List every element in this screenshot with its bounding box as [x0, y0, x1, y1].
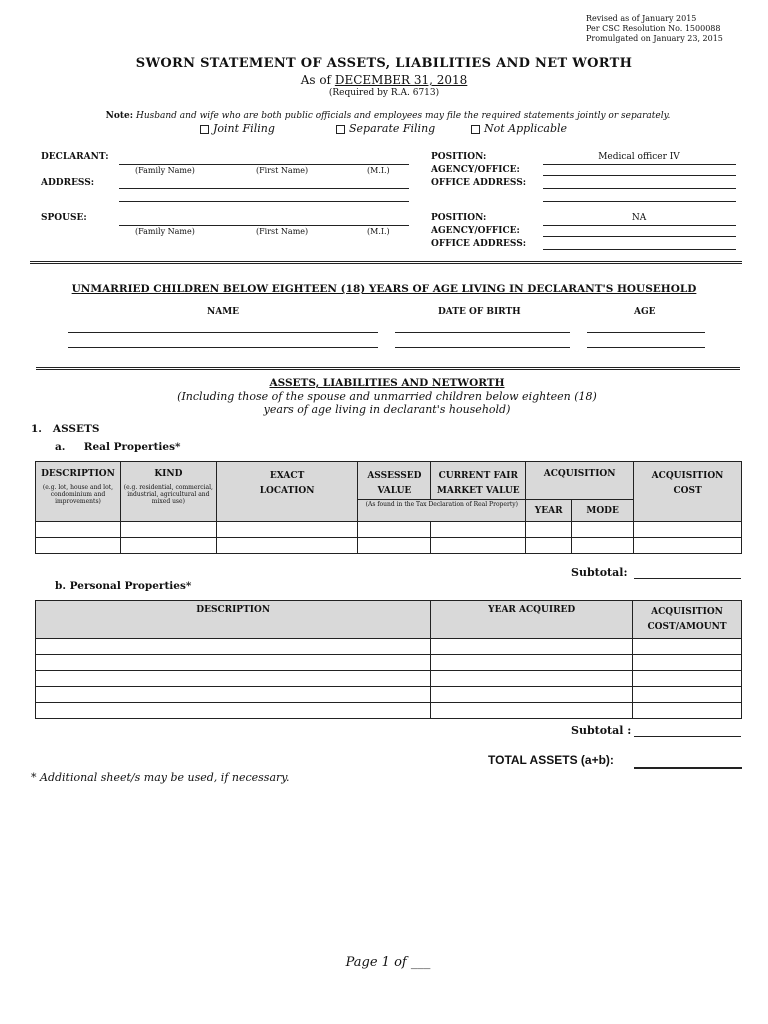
address-label: ADDRESS: [41, 178, 95, 188]
spouse-agency-line[interactable] [543, 236, 736, 237]
real-col-description: DESCRIPTION (e.g. lot, house and lot, condominium and improvements) [36, 462, 121, 522]
spouse-office-address-label: OFFICE ADDRESS: [431, 239, 527, 249]
filing-joint[interactable]: Joint Filing [200, 122, 275, 135]
spouse-family-name-caption: (Family Name) [135, 227, 195, 236]
real-properties-label: a. Real Properties* [55, 441, 181, 453]
personal-col-year: YEAR ACQUIRED [431, 601, 633, 639]
children-heading: UNMARRIED CHILDREN BELOW EIGHTEEN (18) YEARS OF AGE LIVING IN DECLARANT'S HOUSEHOLD [71, 283, 697, 295]
note-text: Husband and wife who are both public officials and employees may file the required statements jointly or separately. [135, 111, 671, 121]
declarant-agency-label: AGENCY/OFFICE: [431, 165, 520, 175]
spouse-name-line[interactable] [119, 225, 409, 226]
real-col-assessed: ASSESSED VALUE [358, 462, 431, 500]
table-row[interactable] [36, 703, 742, 719]
declarant-mi-caption: (M.I.) [367, 166, 390, 175]
real-tax-note: (As found in the Tax Declaration of Real Property) [358, 500, 526, 522]
declarant-first-name-caption: (First Name) [256, 166, 309, 175]
spouse-label: SPOUSE: [41, 213, 87, 223]
personal-col-description: DESCRIPTION [36, 601, 431, 639]
children-col-age: AGE [634, 307, 656, 317]
assets-heading: ASSETS, LIABILITIES AND NETWORTH [269, 377, 505, 389]
declarant-label: DECLARANT: [41, 152, 109, 162]
total-assets-label: TOTAL ASSETS (a+b): [488, 753, 614, 767]
spouse-office-address-line-1[interactable] [543, 249, 736, 250]
declarant-position-line[interactable] [543, 164, 736, 165]
section-divider [30, 261, 742, 264]
assets-subheading-2: years of age living in declarant's household) [263, 403, 511, 416]
personal-subtotal-label: Subtotal : [571, 724, 632, 737]
declarant-name-line[interactable] [119, 164, 409, 165]
real-description-note: (e.g. lot, house and lot, condominium and improvements) [42, 484, 114, 505]
child-age-line-1[interactable] [587, 332, 705, 333]
declarant-position-label: POSITION: [431, 152, 487, 162]
table-row[interactable] [36, 538, 742, 554]
assets-subheading-1: (Including those of the spouse and unmarried children below eighteen (18) [177, 390, 597, 403]
filing-separate[interactable]: Separate Filing [336, 122, 435, 135]
child-dob-line-1[interactable] [395, 332, 570, 333]
real-col-acquisition: ACQUISITION [526, 462, 634, 500]
table-row[interactable] [36, 671, 742, 687]
personal-properties-table [35, 600, 742, 719]
real-col-market: CURRENT FAIR MARKET VALUE [431, 462, 526, 500]
note-label: Note: [105, 111, 134, 121]
as-of-date: DECEMBER 31, 2018 [334, 73, 468, 87]
declarant-position-value: Medical officer IV [598, 152, 680, 162]
spouse-position-value: NA [631, 213, 647, 223]
spouse-position-line[interactable] [543, 225, 736, 226]
real-col-mode: MODE [572, 500, 634, 522]
table-row[interactable] [36, 639, 742, 655]
filing-not-applicable[interactable]: Not Applicable [471, 122, 567, 135]
real-subtotal-line[interactable] [634, 578, 741, 579]
page-number: Page 1 of ___ [345, 955, 431, 970]
spouse-position-label: POSITION: [431, 213, 487, 223]
checkbox-separate[interactable] [336, 125, 345, 134]
assets-label: 1. ASSETS [31, 423, 100, 435]
real-properties-table [35, 461, 742, 554]
real-col-year: YEAR [526, 500, 572, 522]
declarant-office-address-label: OFFICE ADDRESS: [431, 178, 527, 188]
declarant-agency-line[interactable] [543, 175, 736, 176]
personal-subtotal-line[interactable] [634, 736, 741, 737]
promulgated-date: Promulgated on January 23, 2015 [586, 34, 723, 43]
address-line-2[interactable] [119, 201, 409, 202]
note [0, 111, 768, 121]
checkbox-not-applicable[interactable] [471, 125, 480, 134]
child-name-line-1[interactable] [68, 332, 378, 333]
children-col-dob: DATE OF BIRTH [438, 307, 521, 317]
declarant-office-address-line-2[interactable] [543, 201, 736, 202]
spouse-first-name-caption: (First Name) [256, 227, 309, 236]
total-assets-line[interactable] [634, 767, 742, 769]
revision-note [586, 14, 723, 44]
child-dob-line-2[interactable] [395, 347, 570, 348]
csc-resolution: Per CSC Resolution No. 1500088 [586, 24, 721, 33]
checkbox-joint[interactable] [200, 125, 209, 134]
spouse-mi-caption: (M.I.) [367, 227, 390, 236]
address-line-1[interactable] [119, 188, 409, 189]
table-row[interactable] [36, 655, 742, 671]
real-subtotal-label: Subtotal: [571, 566, 628, 579]
table-row[interactable] [36, 522, 742, 538]
real-kind-note: (e.g. residential, commercial, industrial, agricultural and mixed use) [123, 484, 213, 505]
children-col-name: NAME [207, 307, 240, 317]
spouse-agency-label: AGENCY/OFFICE: [431, 226, 520, 236]
footnote: * Additional sheet/s may be used, if necessary. [31, 771, 290, 784]
real-col-location: EXACT LOCATION [216, 462, 358, 522]
section-divider-2 [36, 367, 740, 370]
personal-col-cost: ACQUISITION COST/AMOUNT [633, 601, 742, 639]
declarant-family-name-caption: (Family Name) [135, 166, 195, 175]
as-of-label: As of [300, 73, 331, 87]
child-name-line-2[interactable] [68, 347, 378, 348]
page-title: SWORN STATEMENT OF ASSETS, LIABILITIES AND NET WORTH [135, 56, 633, 71]
declarant-office-address-line-1[interactable] [543, 188, 736, 189]
real-col-kind: KIND (e.g. residential, commercial, industrial, agricultural and mixed use) [120, 462, 216, 522]
real-col-acq-cost: ACQUISITION COST [634, 462, 742, 522]
personal-properties-label: b. Personal Properties* [55, 580, 192, 592]
child-age-line-2[interactable] [587, 347, 705, 348]
as-of-line [0, 73, 768, 87]
table-row[interactable] [36, 687, 742, 703]
revised-date: Revised as of January 2015 [586, 14, 697, 23]
required-by: (Required by R.A. 6713) [328, 88, 440, 98]
